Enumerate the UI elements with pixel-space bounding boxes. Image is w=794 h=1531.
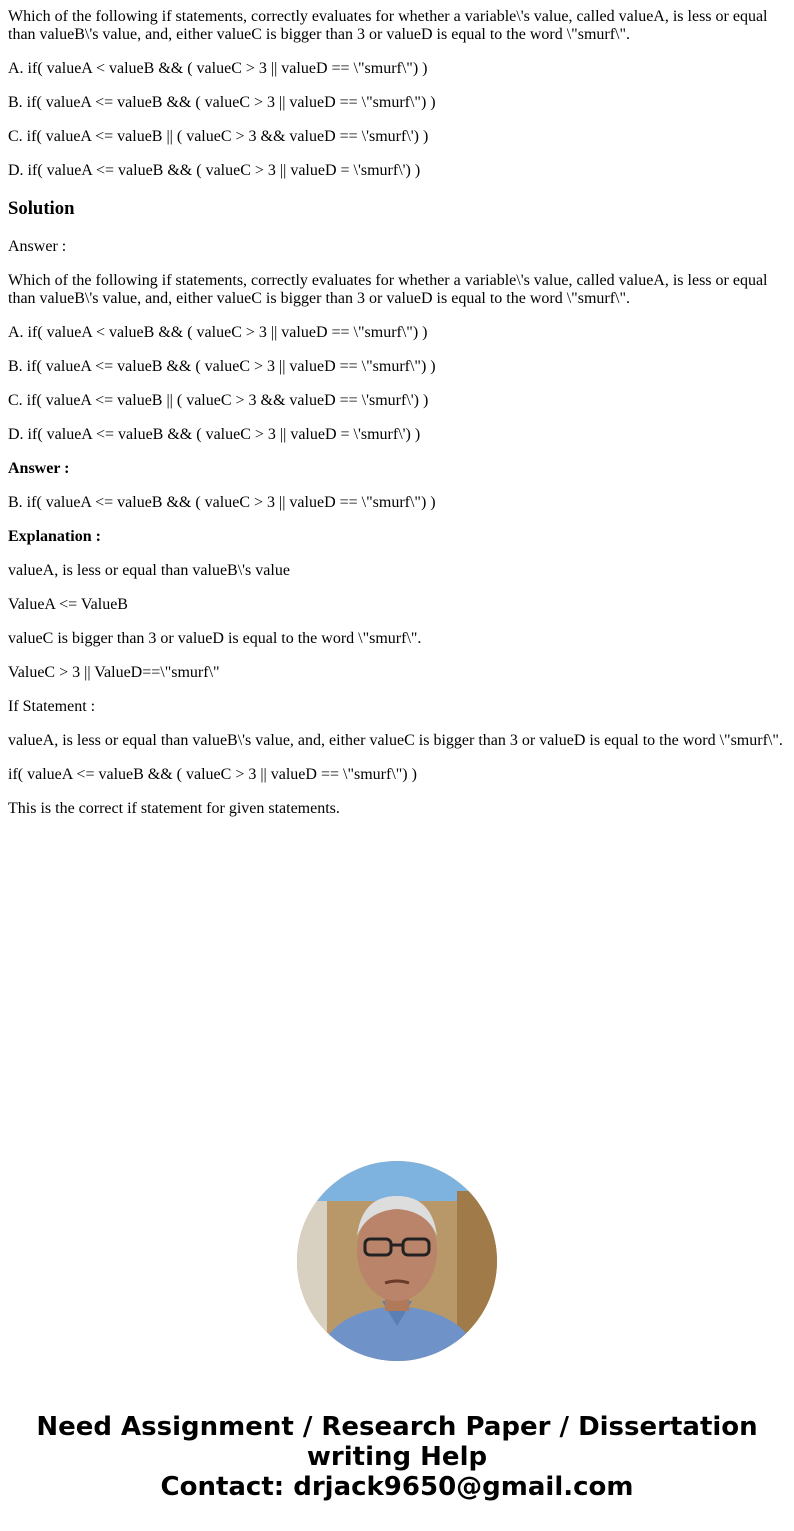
- explanation-line: valueC is bigger than 3 or valueD is equal to the word \"smurf\".: [8, 630, 422, 647]
- option-c: C. if( valueA <= valueB || ( valueC > 3 && valueD == \'smurf\') ): [8, 128, 429, 145]
- explanation-line: This is the correct if statement for given statements.: [8, 800, 340, 817]
- question-text: Which of the following if statements, correctly evaluates for whether a variable\'s value, called valueA, is less or equal than valueB\'s value, and, either valueC is bigger than 3 or valueD is equal to the word \"smurf\".: [8, 8, 768, 43]
- solution-option-a: A. if( valueA < valueB && ( valueC > 3 || valueD == \"smurf\") ): [8, 324, 428, 341]
- answer-intro: Answer :: [8, 238, 67, 255]
- question-repeat: Which of the following if statements, correctly evaluates for whether a variable\'s value, called valueA, is less or equal than valueB\'s value, and, either valueC is bigger than 3 or valueD is equal to the word \"smurf\".: [8, 272, 768, 307]
- solution-option-b: B. if( valueA <= valueB && ( valueC > 3 || valueD == \"smurf\") ): [8, 358, 436, 375]
- footer-banner: [0, 1412, 794, 1502]
- explanation-label: Explanation :: [8, 528, 101, 545]
- explanation-line: if( valueA <= valueB && ( valueC > 3 || valueD == \"smurf\") ): [8, 766, 417, 783]
- explanation-line: valueA, is less or equal than valueB\'s value, and, either valueC is bigger than 3 or valueD is equal to the word \"smurf\".: [8, 732, 783, 749]
- footer-help-text: Need Assignment / Research Paper / Dissertation writing Help: [36, 1412, 758, 1472]
- solution-heading: Solution: [8, 198, 75, 219]
- explanation-line: ValueA <= ValueB: [8, 596, 128, 613]
- author-photo: [297, 1161, 497, 1361]
- footer-contact: Contact: drjack9650@gmail.com: [160, 1472, 634, 1502]
- answer-label: Answer :: [8, 460, 70, 477]
- explanation-line: valueA, is less or equal than valueB\'s value: [8, 562, 290, 579]
- explanation-line: If Statement :: [8, 698, 96, 715]
- option-b: B. if( valueA <= valueB && ( valueC > 3 || valueD == \"smurf\") ): [8, 94, 436, 111]
- option-a: A. if( valueA < valueB && ( valueC > 3 || valueD == \"smurf\") ): [8, 60, 428, 77]
- answer-text: B. if( valueA <= valueB && ( valueC > 3 || valueD == \"smurf\") ): [8, 494, 436, 511]
- solution-option-d: D. if( valueA <= valueB && ( valueC > 3 || valueD = \'smurf\') ): [8, 426, 421, 443]
- solution-option-c: C. if( valueA <= valueB || ( valueC > 3 && valueD == \'smurf\') ): [8, 392, 429, 409]
- option-d: D. if( valueA <= valueB && ( valueC > 3 || valueD = \'smurf\') ): [8, 162, 421, 179]
- explanation-line: ValueC > 3 || ValueD==\"smurf\": [8, 664, 220, 681]
- document-content: [0, 8, 794, 818]
